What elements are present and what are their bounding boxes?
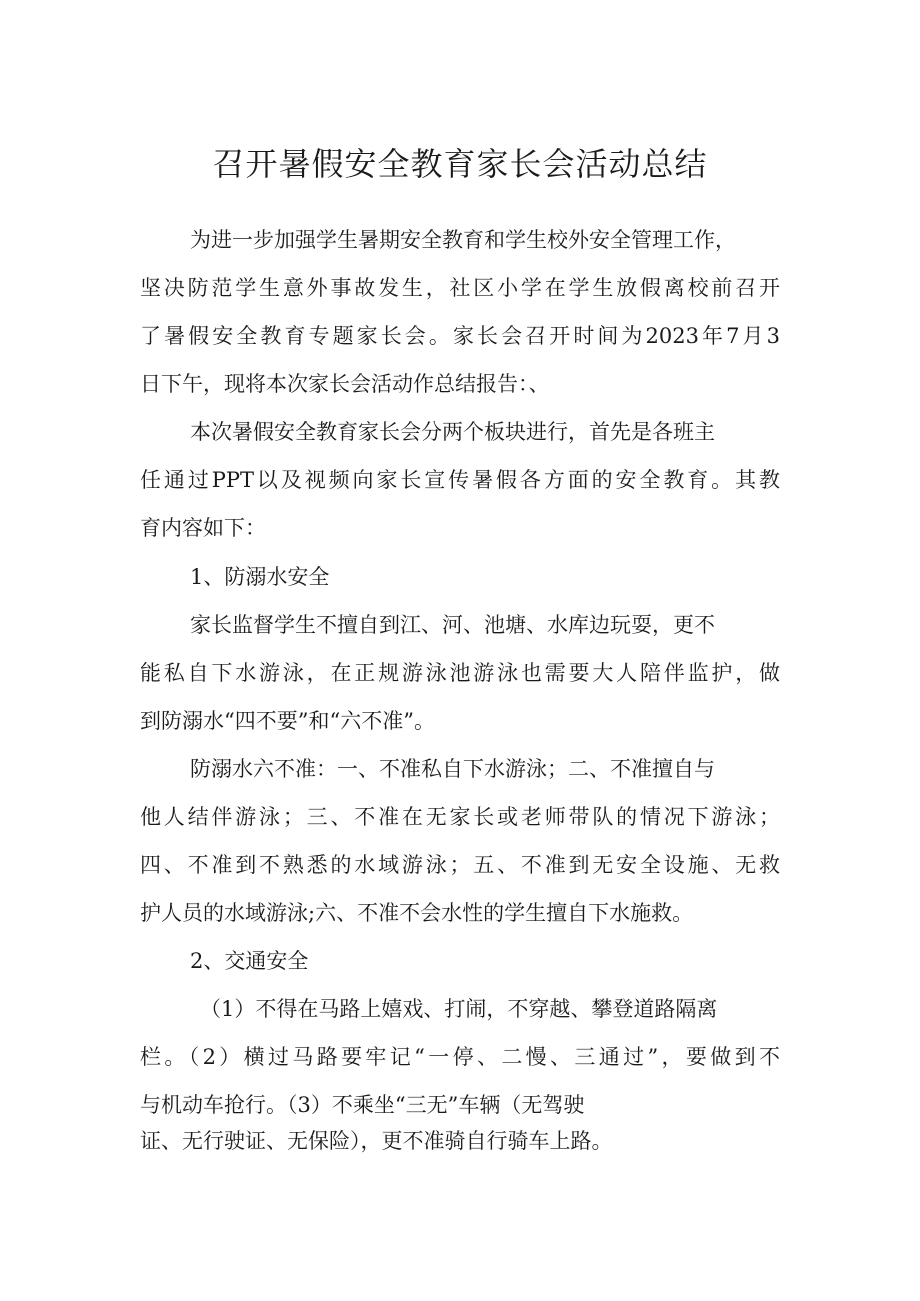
- paragraph-line: 护人员的水域游泳;六、不准不会水性的学生擅自下水施救。: [140, 901, 694, 925]
- paragraph-line: 到防溺水“四不要”和“六不准”。: [140, 709, 435, 733]
- paragraph-line: 任通过PPT以及视频向家长宣传暑假各方面的安全教育。其教: [140, 468, 780, 492]
- section-heading: 1、防溺水安全: [190, 565, 330, 589]
- paragraph-line: 与机动车抢行。（3）不乘坐“三无”车辆（无驾驶: [140, 1093, 585, 1117]
- section-heading: 2、交通安全: [190, 949, 309, 973]
- paragraph-line: 育内容如下：: [140, 516, 266, 540]
- paragraph-line: 家长监督学生不擅自到江、河、池塘、水库边玩耍，更不: [190, 613, 715, 637]
- paragraph-line: 日下午，现将本次家长会活动作总结报告：、: [140, 372, 550, 396]
- paragraph-line: 栏。（2）横过马路要牢记“一停、二慢、三通过”，要做到不: [140, 1045, 780, 1069]
- paragraph-line: 为进一步加强学生暑期安全教育和学生校外安全管理工作，: [190, 228, 736, 252]
- paragraph-line: 了暑假安全教育专题家长会。家长会召开时间为2023年7月3: [140, 324, 780, 348]
- paragraph-line: 他人结伴游泳；三、不准在无家长或老师带队的情况下游泳；: [140, 805, 780, 829]
- paragraph-line: 防溺水六不准：一、不准私自下水游泳；二、不准擅自与: [190, 757, 715, 781]
- paragraph-line: 本次暑假安全教育家长会分两个板块进行，首先是各班主: [190, 420, 715, 444]
- paragraph-line: 能私自下水游泳，在正规游泳池游泳也需要大人陪伴监护，做: [140, 661, 780, 685]
- paragraph-line: 坚决防范学生意外事故发生，社区小学在学生放假离校前召开: [140, 276, 780, 300]
- paragraph-line: 证、无行驶证、无保险），更不准骑自行骑车上路。: [140, 1129, 613, 1153]
- paragraph-line: （1）不得在马路上嬉戏、打闹，不穿越、攀登道路隔离: [200, 997, 718, 1021]
- paragraph-line: 四、不准到不熟悉的水域游泳；五、不准到无安全设施、无救: [140, 853, 780, 877]
- document-title: 召开暑假安全教育家长会活动总结: [212, 145, 708, 183]
